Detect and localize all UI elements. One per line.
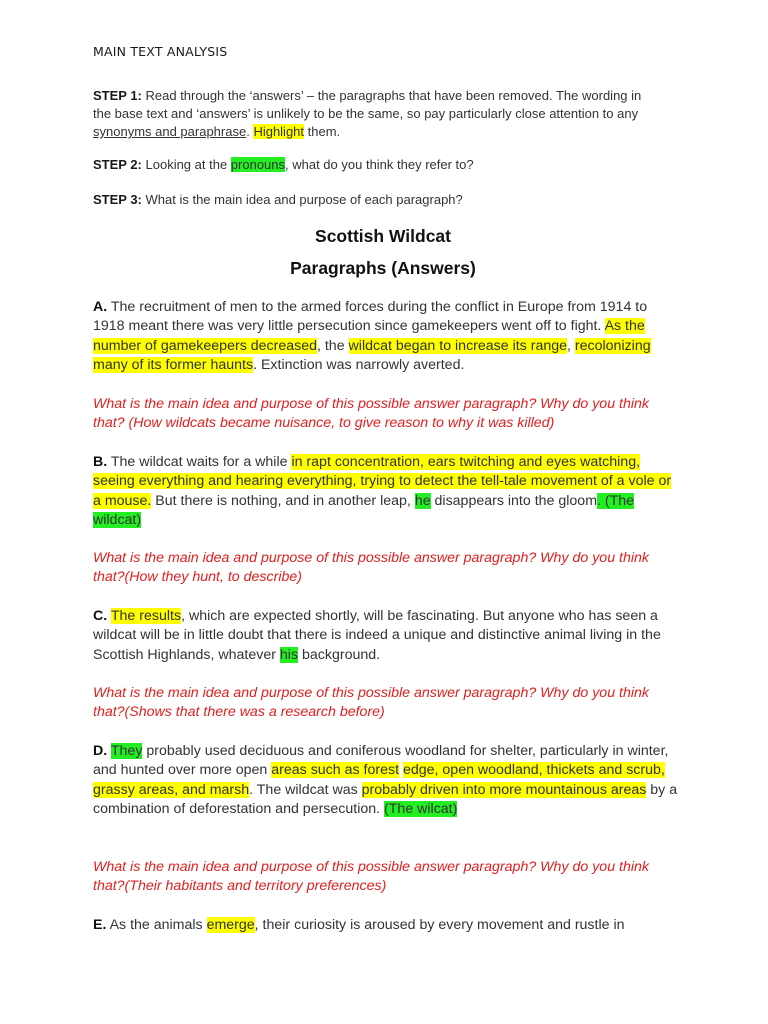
paragraph-c-text: background.: [298, 646, 381, 663]
paragraph-a-highlight: recolonizing many of its former haunts: [93, 337, 651, 373]
paragraph-d-text: probably used deciduous and coniferous woodland for shelter, particularly in winter, and hunted over more open: [93, 743, 669, 779]
step-1-label: STEP 1:: [93, 88, 142, 103]
paragraph-c-highlight: The results: [110, 608, 182, 624]
paragraph-c-text: , which are expected shortly, will be fascinating. But anyone who has seen a wildcat will be in little doubt that there is indeed a unique and distinctive animal living in the Scottish Highlands, whatever: [93, 608, 661, 663]
paragraph-a-text: , the: [316, 337, 349, 354]
paragraph-b-text: disappears into the gloom: [430, 492, 598, 509]
paragraph-a-highlight: wildcat began to increase its range: [348, 337, 568, 354]
paragraph-e-label: E.: [93, 917, 107, 933]
paragraph-a-highlight: As the number of gamekeepers decreased: [93, 318, 645, 354]
paragraph-d-text: . The wildcat was: [249, 781, 362, 798]
paragraph-e-highlight: emerge: [206, 917, 255, 933]
step-1-text-2: .: [246, 124, 254, 139]
step-1: [93, 87, 653, 141]
paragraph-d-highlight: probably driven into more mountainous areas: [361, 781, 647, 798]
paragraph-b-reference: . (The wildcat): [93, 492, 635, 528]
paragraph-b-highlight: in rapt concentration, ears twitching and eyes watching, seeing everything and hearing everything, trying to detect the tell-tale movement of a vole or a mouse.: [93, 454, 672, 509]
paragraph-b-text: The wildcat waits for a while: [107, 454, 292, 470]
paragraph-d-highlight: edge, open woodland, thickets and scrub, grassy areas, and marsh: [93, 762, 665, 798]
question-d: What is the main idea and purpose of this possible answer paragraph? Why do you think that?(Their habitants and territory preferences): [93, 859, 649, 895]
step-1-underlined: synonyms and paraphrase: [93, 124, 247, 139]
paragraph-b-pronoun: he: [414, 492, 431, 509]
step-3-text: What is the main idea and purpose of each paragraph?: [141, 192, 463, 207]
step-3: [93, 191, 653, 209]
paragraph-e-text: , their curiosity is aroused by every movement and rustle in: [254, 917, 625, 933]
paragraph-a-text: The recruitment of men to the armed forces during the conflict in Europe from 1914 to 1918 meant there was very little persecution since gamekeepers went off to fight.: [93, 299, 648, 335]
question-b: What is the main idea and purpose of this possible answer paragraph? Why do you think that?(How they hunt, to describe): [93, 550, 649, 586]
paragraph-a-label: A.: [93, 299, 108, 315]
step-2-text: Looking at the: [141, 157, 231, 172]
paragraph-c-label: C.: [93, 608, 108, 624]
step-1-text: Read through the ‘answers’ – the paragraphs that have been removed. The wording in the base text and ‘answers’ is unlikely to be the same, so pay particularly close attention to any: [93, 88, 642, 121]
question-a: What is the main idea and purpose of this possible answer paragraph? Why do you think that? (How wildcats became nuisance, to give reason to why it was killed): [93, 396, 649, 432]
paragraph-a: [93, 298, 678, 375]
paragraph-d-reference: (The wilcat): [384, 800, 458, 817]
paragraph-c-pronoun: his: [279, 646, 299, 663]
step-2-text-2: , what do you think they refer to?: [285, 157, 474, 172]
paragraph-d-label: D.: [93, 743, 108, 759]
document-title: Scottish Wildcat: [315, 226, 451, 246]
document-subtitle: Paragraphs (Answers): [290, 258, 476, 278]
paragraph-d: [93, 742, 678, 819]
paragraph-d-pronoun: They: [110, 743, 143, 759]
paragraph-b: [93, 453, 678, 530]
document-header: MAIN TEXT ANALYSIS: [93, 44, 228, 59]
step-2-highlight: pronouns: [230, 157, 286, 172]
paragraph-d-highlight: areas such as forest: [271, 762, 400, 779]
paragraph-b-label: B.: [93, 454, 108, 470]
paragraph-e: [93, 916, 678, 935]
paragraph-c: [93, 607, 678, 665]
step-2-label: STEP 2:: [93, 157, 142, 172]
step-1-text-3: them.: [304, 124, 341, 139]
paragraph-a-text: ,: [567, 337, 575, 354]
question-c: What is the main idea and purpose of this possible answer paragraph? Why do you think that?(Shows that there was a research before): [93, 685, 649, 721]
paragraph-a-text: . Extinction was narrowly averted.: [253, 356, 465, 373]
step-3-label: STEP 3:: [93, 192, 142, 207]
step-1-highlight: Highlight: [253, 124, 305, 139]
paragraph-b-text: But there is nothing, and in another leap,: [151, 492, 415, 509]
step-2: [93, 156, 653, 174]
paragraph-d-text: by a combination of deforestation and persecution.: [93, 781, 678, 817]
paragraph-e-text: As the animals: [106, 917, 207, 933]
